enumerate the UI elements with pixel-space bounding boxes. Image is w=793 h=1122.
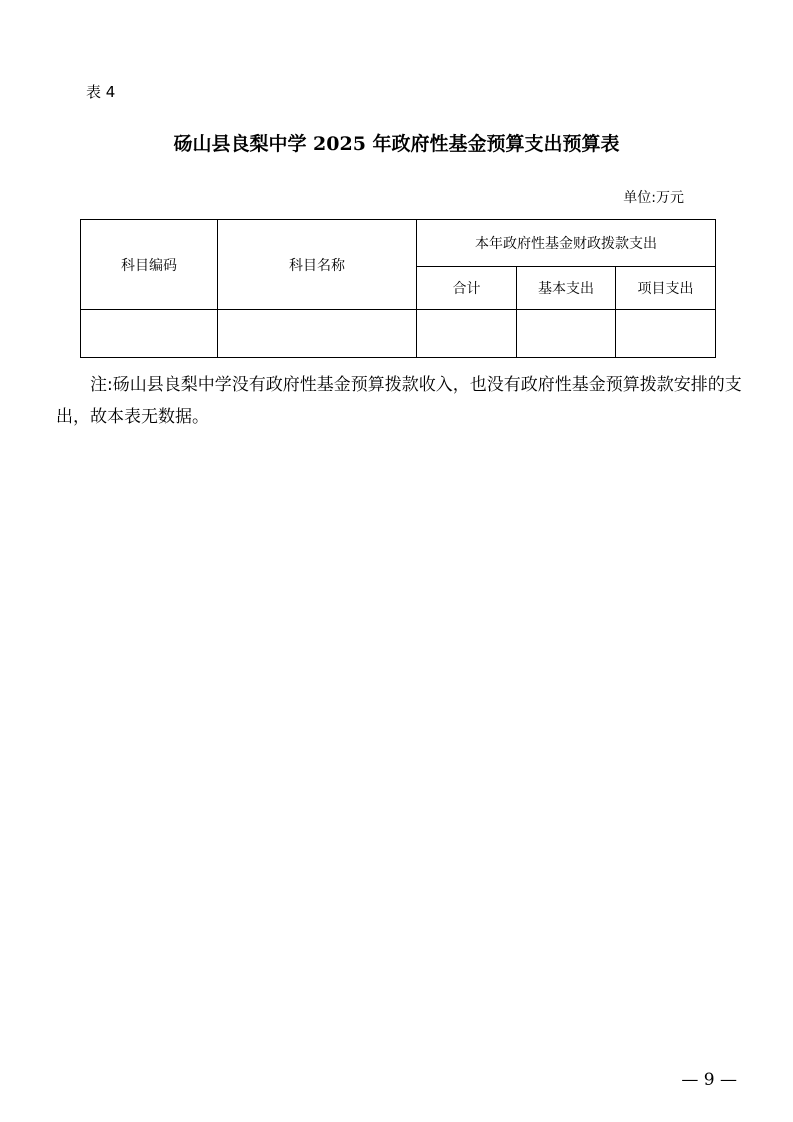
header-subject-name: 科目名称 bbox=[218, 220, 417, 310]
header-subject-code: 科目编码 bbox=[81, 220, 218, 310]
header-appropriation-group: 本年政府性基金财政拨款支出 bbox=[417, 220, 716, 267]
unit-label: 单位:万元 bbox=[623, 190, 684, 206]
document-title: 砀山县良梨中学 2025 年政府性基金预算支出预算表 bbox=[173, 133, 620, 155]
cell-basic-expenditure bbox=[517, 310, 616, 358]
cell-project-expenditure bbox=[616, 310, 716, 358]
table-note: 注:砀山县良梨中学没有政府性基金预算拨款收入，也没有政府性基金预算拨款安排的支出，故本表无数据。 bbox=[56, 375, 742, 427]
header-total: 合计 bbox=[417, 267, 517, 310]
header-project-expenditure: 项目支出 bbox=[616, 267, 716, 310]
table-row bbox=[81, 310, 716, 358]
cell-total bbox=[417, 310, 517, 358]
table-header-row bbox=[81, 220, 716, 267]
budget-table bbox=[80, 219, 716, 358]
header-basic-expenditure: 基本支出 bbox=[517, 267, 616, 310]
cell-subject-code bbox=[81, 310, 218, 358]
table-number-label: 表 4 bbox=[86, 83, 116, 101]
cell-subject-name bbox=[218, 310, 417, 358]
page-number: — 9 — bbox=[681, 1070, 737, 1090]
